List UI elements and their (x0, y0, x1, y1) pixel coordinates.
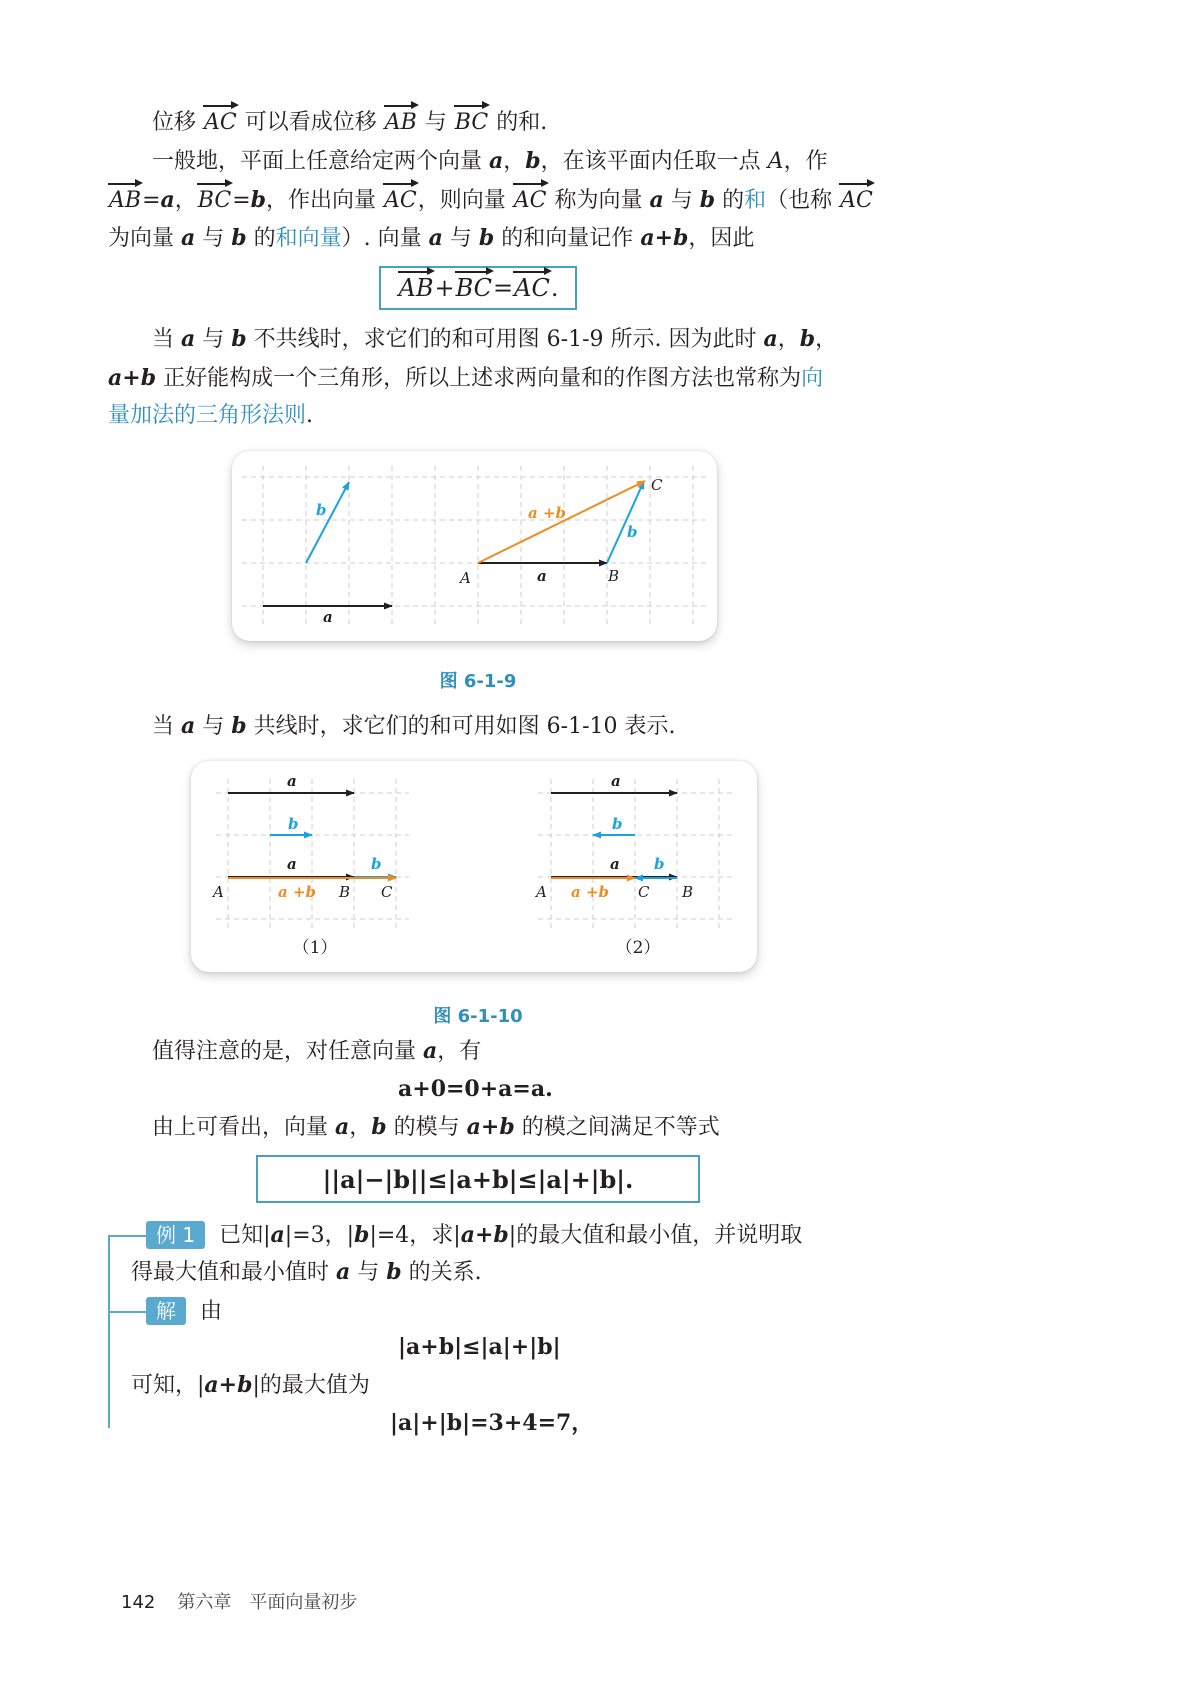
para-definition-line2: AB=a，BC=b，作出向量 AC，则向量 AC 称为向量 a 与 b 的和（也称 AC (108, 185, 874, 216)
term-sum: 和 (744, 188, 767, 213)
example-left-rule (108, 1236, 110, 1428)
para-definition-line3: 为向量 a 与 b 的和向量）. 向量 a 与 b 的和向量记作 a+b，因此 (108, 225, 755, 251)
vector-BC: BC (454, 108, 489, 138)
example-1-line1: 例 1 已知|a|=3，|b|=4，求|a+b|的最大值和最小值，并说明取 (146, 1220, 802, 1251)
solution-line1: 解 由 (146, 1297, 222, 1327)
example-tag-connector (108, 1235, 146, 1237)
triangle-rule-diagram (232, 451, 717, 641)
solution-formula-1: |a+b|≤|a|+|b| (398, 1334, 561, 1360)
formula-zero-vector: a+0=0+a=a. (398, 1076, 553, 1102)
para-collinear: 当 a 与 b 共线时，求它们的和可用如图 6-1-10 表示. (152, 713, 676, 739)
grid (242, 466, 707, 626)
right-panel-label: （2） (615, 938, 661, 958)
label-a-plus-b: a +b (528, 504, 566, 522)
right-label-a-plus-b: a +b (571, 883, 609, 901)
formula-box-triangle: AB + BC = AC . (379, 266, 577, 310)
left-point-C: C (381, 883, 393, 901)
right-point-A: A (536, 883, 547, 901)
left-label-a: a (287, 772, 297, 790)
term-triangle-rule: 量加法的三角形法则 (108, 403, 307, 428)
vector-b-arrow (306, 482, 349, 563)
label-b: b (316, 501, 327, 519)
page-number: 142 (121, 1592, 156, 1613)
vector-BC-arrow (607, 481, 644, 563)
label-a: a (323, 608, 333, 626)
formula-box-inequality: ||a|−|b||≤|a+b|≤|a|+|b|. (256, 1155, 700, 1203)
para-noncollinear-line2: a+b 正好能构成一个三角形，所以上述求两向量和的作图方法也常称为向 (108, 365, 824, 391)
solution-line2: 可知，|a+b|的最大值为 (131, 1372, 370, 1398)
solution-tag: 解 (146, 1297, 186, 1325)
solution-tag-connector (108, 1311, 146, 1313)
chapter-title: 第六章 平面向量初步 (177, 1592, 358, 1613)
para-displacement: 位移 AC 可以看成位移 AB 与 BC 的和. (152, 108, 547, 138)
right-point-C: C (638, 883, 650, 901)
label-a-2: a (537, 567, 547, 585)
left-panel-label: （1） (292, 938, 338, 958)
vector-AC: AC (203, 108, 238, 138)
example-1-tag: 例 1 (146, 1221, 205, 1249)
caption-6-1-10: 图 6-1-10 (433, 1006, 523, 1027)
left-point-B: B (339, 883, 351, 901)
grid-right (538, 779, 733, 931)
left-label-a-plus-b: a +b (278, 883, 316, 901)
left-label-b: b (288, 815, 299, 833)
left-point-A: A (213, 883, 224, 901)
para-definition-line1: 一般地，平面上任意给定两个向量 a，b，在该平面内任取一点 A，作 (152, 148, 828, 174)
right-label-a: a (611, 772, 621, 790)
collinear-diagram (191, 761, 757, 972)
point-B: B (608, 567, 620, 585)
point-A: A (460, 569, 471, 587)
para-noncollinear-line1: 当 a 与 b 不共线时，求它们的和可用图 6-1-9 所示. 因为此时 a，b， (152, 326, 838, 352)
figure-6-1-10 (191, 761, 757, 972)
right-point-B: B (682, 883, 694, 901)
right-label-b: b (612, 815, 623, 833)
right-label-b-2: b (654, 855, 665, 873)
example-1-line2: 得最大值和最小值时 a 与 b 的关系. (131, 1259, 482, 1285)
left-label-a-2: a (287, 855, 297, 873)
term-sum-vector: 和向量 (275, 226, 342, 251)
vector-AC-arrow (478, 481, 645, 563)
figure-6-1-9 (232, 451, 717, 641)
caption-6-1-9: 图 6-1-9 (439, 671, 517, 692)
label-b-2: b (627, 523, 638, 541)
para-noncollinear-line3: 量加法的三角形法则. (108, 403, 314, 428)
right-label-a-2: a (610, 855, 620, 873)
para-inequality-intro: 由上可看出，向量 a，b 的模与 a+b 的模之间满足不等式 (152, 1114, 720, 1140)
left-label-b-2: b (371, 855, 382, 873)
vector-AB: AB (384, 108, 418, 138)
solution-formula-2: |a|+|b|=3+4=7， (390, 1410, 594, 1436)
page-footer (121, 1588, 357, 1614)
para-zero-vector: 值得注意的是，对任意向量 a，有 (152, 1038, 482, 1064)
point-C: C (651, 476, 663, 494)
